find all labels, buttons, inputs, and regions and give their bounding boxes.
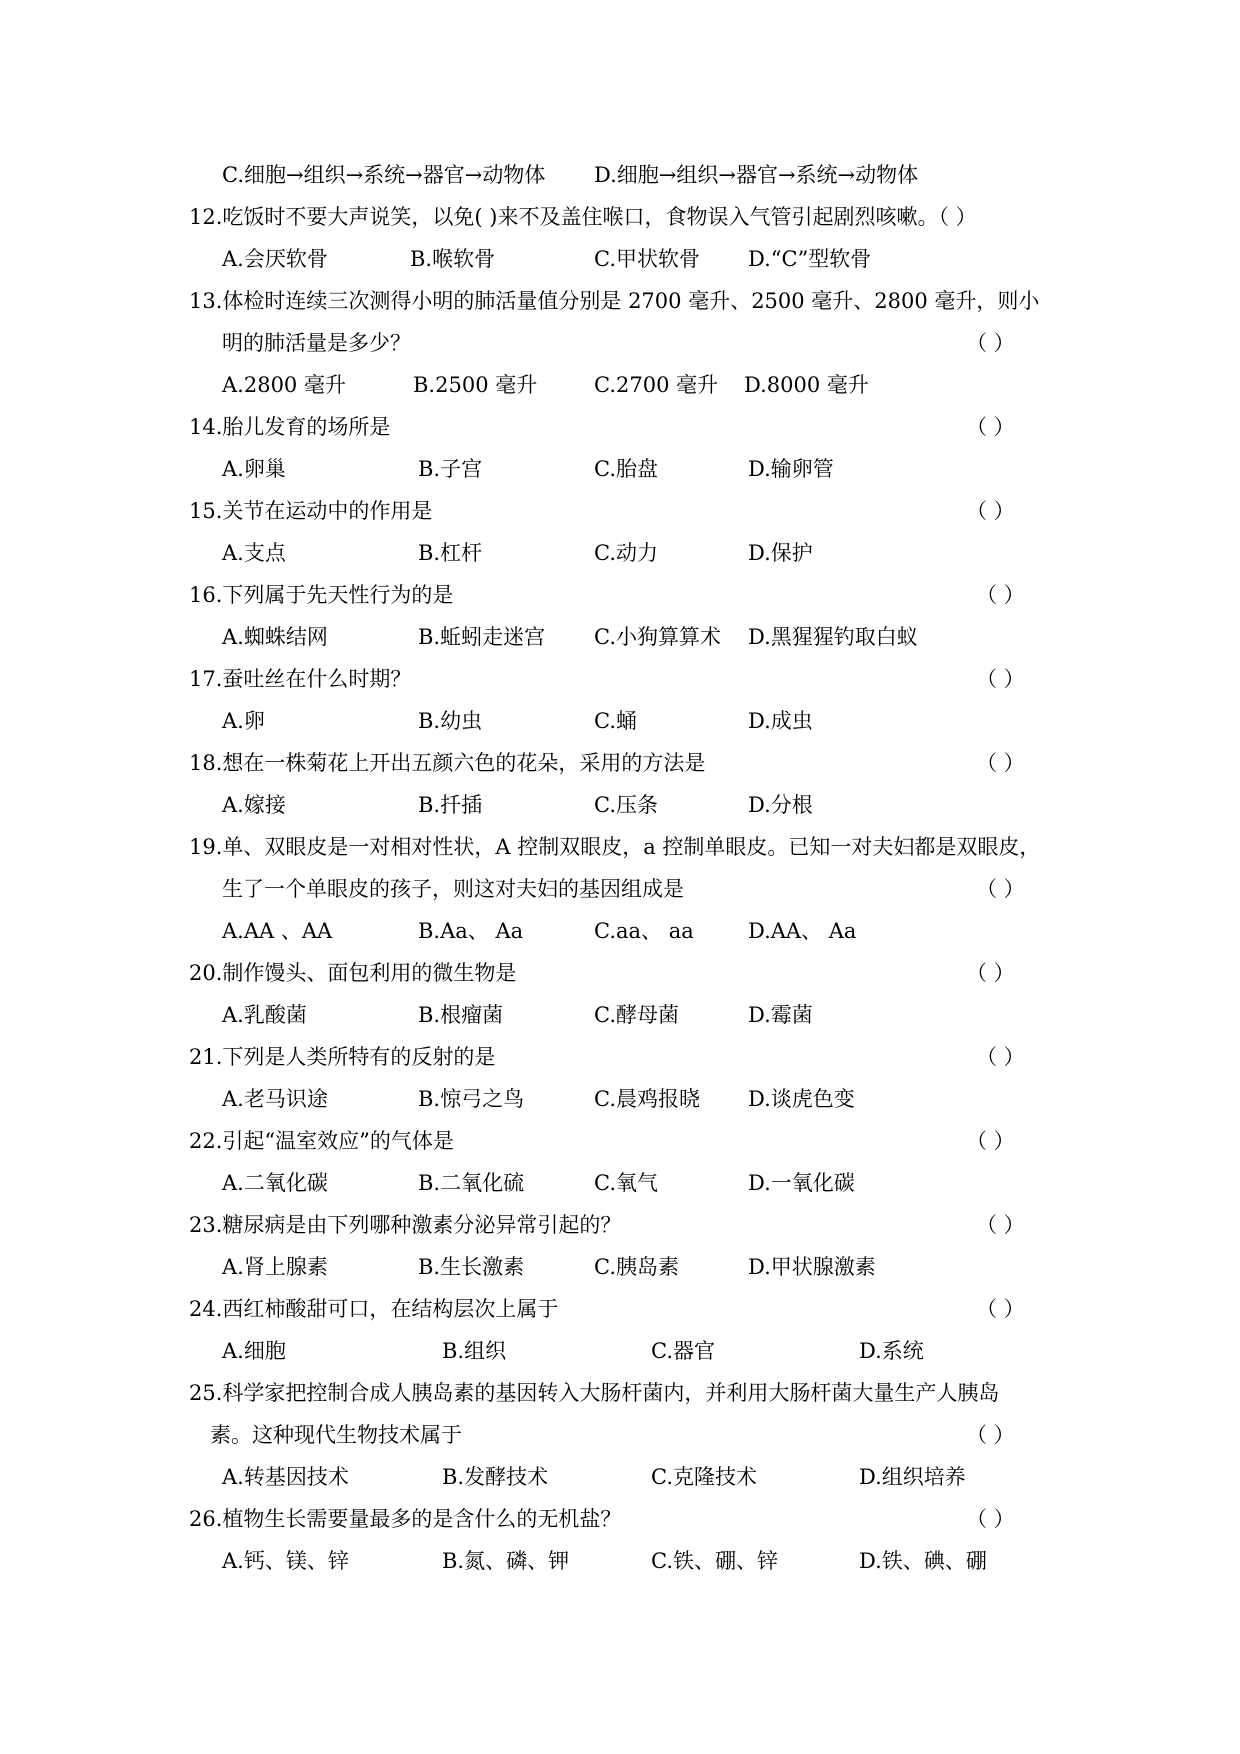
question-18-stem: 18.想在一株菊花上开出五颜六色的花朵，采用的方法是 [189, 751, 706, 775]
option-c: C.氧气 [594, 1171, 658, 1195]
option-d: D.组织培养 [859, 1465, 966, 1489]
option-b: B.蚯蚓走迷宫 [418, 625, 546, 649]
answer-bracket: （ ） [976, 667, 1025, 691]
question-23-stem: 23.糖尿病是由下列哪种激素分泌异常引起的？ [189, 1213, 622, 1237]
option-a: A.蜘蛛结网 [222, 625, 328, 649]
option-a: A.二氧化碳 [222, 1171, 328, 1195]
option-c: C.甲状软骨 [594, 247, 700, 271]
option-b: B.二氧化硫 [418, 1171, 525, 1195]
question-17-stem: 17.蚕吐丝在什么时期？ [189, 667, 412, 691]
option-d: D.保护 [748, 541, 813, 565]
option-c: C.胎盘 [594, 457, 658, 481]
option-b: B.根瘤菌 [418, 1003, 504, 1027]
question-25-stem-cont: 素。这种现代生物技术属于 [210, 1423, 462, 1447]
question-13-stem-cont: 明的肺活量是多少？ [222, 331, 411, 355]
option-c: C.酵母菌 [594, 1003, 679, 1027]
option-a: A.钙、镁、锌 [222, 1549, 349, 1573]
question-22-stem: 22.引起“温室效应”的气体是 [189, 1129, 454, 1153]
question-12-stem: 12.吃饭时不要大声说笑，以免( )来不及盖住喉口，食物误入气管引起剧烈咳嗽。（ ） [189, 205, 977, 229]
option-b: B.2500 毫升 [413, 373, 538, 397]
question-16-stem: 16.下列属于先天性行为的是 [189, 583, 454, 607]
answer-bracket: （ ） [976, 1297, 1025, 1321]
answer-bracket: （ ） [966, 331, 1015, 355]
question-19-stem-cont: 生了一个单眼皮的孩子，则这对夫妇的基因组成是 [222, 877, 684, 901]
option-a: A.细胞 [222, 1339, 286, 1363]
answer-bracket: （ ） [966, 1423, 1015, 1447]
question-14-stem: 14.胎儿发育的场所是 [189, 415, 391, 439]
question-20-stem: 20.制作馒头、面包利用的微生物是 [189, 961, 517, 985]
option-c: C.铁、硼、锌 [651, 1549, 778, 1573]
answer-bracket: （ ） [976, 877, 1025, 901]
option-b: B.氮、磷、钾 [442, 1549, 570, 1573]
question-13-stem: 13.体检时连续三次测得小明的肺活量值分别是 2700 毫升、2500 毫升、2800 毫升，则小 [189, 289, 1040, 313]
option-a: A.会厌软骨 [222, 247, 328, 271]
option-b: B.Aa、 Aa [418, 919, 524, 943]
answer-bracket: （ ） [976, 751, 1025, 775]
option-d: D.一氧化碳 [748, 1171, 855, 1195]
option-d: D.AA、 Aa [748, 919, 857, 943]
option-c: C.蛹 [594, 709, 637, 733]
option-c: C.aa、 aa [594, 919, 694, 943]
option-a: A.AA 、AA [222, 919, 333, 943]
answer-bracket: （ ） [976, 583, 1025, 607]
option-d: D.输卵管 [748, 457, 834, 481]
answer-bracket: （ ） [976, 1045, 1025, 1069]
question-21-stem: 21.下列是人类所特有的反射的是 [189, 1045, 496, 1069]
answer-bracket: （ ） [966, 499, 1015, 523]
option-c: C.2700 毫升 [594, 373, 719, 397]
answer-bracket: （ ） [966, 1507, 1015, 1531]
option-b: B.组织 [442, 1339, 507, 1363]
option-b: B.惊弓之鸟 [418, 1087, 525, 1111]
option-c: C.晨鸡报晓 [594, 1087, 700, 1111]
option-a: A.卵 [222, 709, 265, 733]
option-b: B.扦插 [418, 793, 483, 817]
option-d: D.8000 毫升 [744, 373, 869, 397]
option-a: A.卵巢 [222, 457, 286, 481]
option-d: D.系统 [859, 1339, 924, 1363]
option-b: B.喉软骨 [410, 247, 496, 271]
option-a: A.乳酸菌 [222, 1003, 307, 1027]
option-a: A.嫁接 [222, 793, 286, 817]
question-26-stem: 26.植物生长需要量最多的是含什么的无机盐？ [189, 1507, 622, 1531]
option-d: D.黑猩猩钓取白蚁 [748, 625, 918, 649]
option-b: B.子宫 [418, 457, 483, 481]
option-b: B.杠杆 [418, 541, 483, 565]
option-a: A.2800 毫升 [222, 373, 346, 397]
option-c: C.克隆技术 [651, 1465, 757, 1489]
option-a: A.支点 [222, 541, 286, 565]
option-c: C.细胞→组织→系统→器官→动物体 [222, 163, 546, 187]
option-d: D.分根 [748, 793, 813, 817]
question-15-stem: 15.关节在运动中的作用是 [189, 499, 433, 523]
option-d: D.细胞→组织→器官→系统→动物体 [594, 163, 919, 187]
option-a: A.老马识途 [222, 1087, 328, 1111]
question-25-stem: 25.科学家把控制合成人胰岛素的基因转入大肠杆菌内，并利用大肠杆菌大量生产人胰岛 [189, 1381, 1000, 1405]
option-c: C.小狗算算术 [594, 625, 721, 649]
option-c: C.动力 [594, 541, 658, 565]
option-a: A.转基因技术 [222, 1465, 349, 1489]
option-d: D.谈虎色变 [748, 1087, 855, 1111]
option-d: D.“C”型软骨 [748, 247, 872, 271]
option-d: D.甲状腺激素 [748, 1255, 876, 1279]
option-c: C.器官 [651, 1339, 715, 1363]
option-b: B.发酵技术 [442, 1465, 549, 1489]
question-19-stem: 19.单、双眼皮是一对相对性状，A 控制双眼皮，a 控制单眼皮。已知一对夫妇都是双眼皮， [189, 835, 1041, 859]
answer-bracket: （ ） [976, 1213, 1025, 1237]
question-24-stem: 24.西红柿酸甜可口，在结构层次上属于 [189, 1297, 559, 1321]
option-d: D.霉菌 [748, 1003, 813, 1027]
option-a: A.肾上腺素 [222, 1255, 328, 1279]
option-b: B.幼虫 [418, 709, 483, 733]
option-c: C.胰岛素 [594, 1255, 679, 1279]
option-b: B.生长激素 [418, 1255, 525, 1279]
option-d: D.成虫 [748, 709, 813, 733]
answer-bracket: （ ） [966, 415, 1015, 439]
option-d: D.铁、碘、硼 [859, 1549, 987, 1573]
answer-bracket: （ ） [966, 1129, 1015, 1153]
option-c: C.压条 [594, 793, 658, 817]
answer-bracket: （ ） [966, 961, 1015, 985]
